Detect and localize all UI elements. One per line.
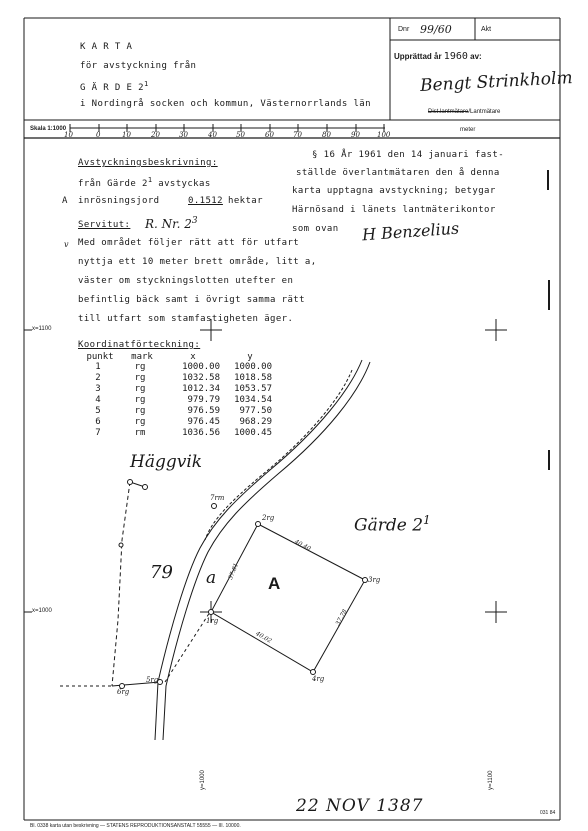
scale-tick-label: 30 bbox=[179, 131, 188, 139]
point-label: 5rg bbox=[146, 676, 159, 684]
print-footer: Bl. 0338 karta utan beskrivning — STATENS REPRODUKTIONSANSTALT 55555 — III. 10000. bbox=[30, 823, 241, 829]
parcel-type: inrösningsjord bbox=[78, 196, 160, 206]
grid-coordinate-label: y=1100 bbox=[488, 770, 494, 790]
column-header: x bbox=[190, 352, 196, 362]
table-row: 1 rg 1000.00 1000.00 bbox=[95, 362, 272, 372]
coordinate-heading: Koordinatförteckning: bbox=[78, 340, 201, 350]
servitut-line: nyttja ett 10 meter brett område, litt a, bbox=[78, 257, 317, 267]
boundary-marker bbox=[119, 543, 123, 547]
parish-line: i Nordingrå socken och kommun, Västernorrlands län bbox=[80, 99, 371, 109]
boundary-markers bbox=[119, 480, 368, 689]
boundary-marker bbox=[209, 610, 214, 615]
table-row: 7 rm 1036.56 1000.45 bbox=[95, 428, 272, 438]
scale-tick-label: 10 bbox=[64, 131, 73, 139]
servitut-line: till utfart som stamfastigheten äger. bbox=[78, 314, 294, 324]
map-title: K A R T A bbox=[80, 42, 133, 52]
parcel-a-boundary bbox=[211, 524, 365, 672]
servitut-line: befintlig bäck samt i övrigt samma rätt bbox=[78, 295, 305, 305]
akt-label: Akt bbox=[481, 26, 492, 33]
margin-check-mark: v bbox=[64, 240, 69, 249]
servitut-line: väster om styckningslotten utefter en bbox=[78, 276, 294, 286]
upprattad-line: Upprättad år 1960 av: bbox=[394, 51, 482, 62]
property-title: G Ä R D E $2^1$ bbox=[80, 80, 149, 93]
scale-tick-label: 70 bbox=[293, 131, 302, 139]
table-row: 6 rg 976.45 968.29 bbox=[95, 417, 272, 427]
scale-tick-label: 50 bbox=[236, 131, 245, 139]
approval-line: som ovan bbox=[292, 224, 339, 234]
approval-line: karta upptagna avstyckning; betygar bbox=[292, 186, 496, 196]
scale-tick-label: 60 bbox=[265, 131, 274, 139]
grid-cross bbox=[200, 319, 222, 341]
approval-line: § 16 År 1961 den 14 januari fast- bbox=[312, 150, 505, 160]
dimension-label: 37.81 bbox=[227, 562, 241, 581]
table-row: 5 rg 976.59 977.50 bbox=[95, 406, 272, 416]
column-header: mark bbox=[131, 352, 153, 362]
parcel-label: A bbox=[268, 574, 281, 593]
servitut-heading: Servitut: bbox=[78, 220, 131, 230]
point-label: 6rg bbox=[117, 688, 130, 696]
scale-unit: meter bbox=[460, 127, 476, 133]
boundary-marker bbox=[143, 485, 148, 490]
column-header: punkt bbox=[86, 352, 114, 362]
boundary-marker bbox=[212, 504, 217, 509]
registration-stamp: 22 NOV 1387 bbox=[296, 796, 424, 816]
point-label: 3rg bbox=[368, 576, 381, 584]
map-subtitle: för avstyckning från bbox=[80, 61, 197, 71]
point-label: 7rm bbox=[210, 494, 225, 502]
boundary-marker bbox=[363, 578, 368, 583]
scale-label: Skala 1:1000 bbox=[30, 126, 67, 132]
surveyor-role: Dist.lantmätare/Lantmätare bbox=[428, 109, 501, 115]
parcel-area-unit: hektar bbox=[228, 196, 263, 206]
parcel-letter: A bbox=[62, 196, 68, 206]
dimension-label: 40.40 bbox=[293, 538, 312, 553]
servitut-line: Med området följer rätt att för utfart bbox=[78, 238, 300, 248]
boundary-marker bbox=[311, 670, 316, 675]
scale-tick-label: 80 bbox=[322, 131, 331, 139]
table-row: 4 rg 979.79 1034.54 bbox=[95, 395, 272, 405]
road-line bbox=[155, 360, 370, 740]
place-name: Häggvik bbox=[130, 452, 203, 472]
grid-coordinate-label: y=1000 bbox=[200, 770, 206, 790]
scale-tick-label: 100 bbox=[377, 131, 391, 139]
point-label: 1rg bbox=[206, 617, 219, 625]
grid-coordinate-label: x=1100 bbox=[32, 326, 52, 332]
point-label: 2rg bbox=[262, 514, 275, 522]
dashed-boundary bbox=[60, 482, 210, 686]
column-header: y bbox=[247, 352, 253, 362]
scale-tick-label: 40 bbox=[208, 131, 217, 139]
parcel-area: 0.1512 bbox=[188, 196, 223, 206]
servitut-ref: R. Nr. $2^3$ bbox=[145, 216, 198, 231]
approval-line: Härnösand i länets lantmäterikontor bbox=[292, 205, 496, 215]
approval-signature: H Benzelius bbox=[361, 218, 460, 245]
dnr-value: 99/60 bbox=[420, 23, 452, 36]
boundary-marker bbox=[128, 480, 133, 485]
easement-area-label: a bbox=[206, 568, 217, 588]
avstyckning-source: från Gärde $2^1$ avstyckas bbox=[78, 176, 211, 189]
property-label: Gärde $2^1$ bbox=[354, 513, 431, 536]
scale-tick-label: 90 bbox=[351, 131, 360, 139]
dimension-label: 40.02 bbox=[254, 630, 273, 645]
corner-code: 031 84 bbox=[540, 810, 556, 816]
dnr-label: Dnr bbox=[398, 26, 410, 33]
scale-tick-label: 20 bbox=[151, 131, 160, 139]
boundary-marker bbox=[256, 522, 261, 527]
grid-coordinate-label: x=1000 bbox=[32, 608, 52, 614]
dimension-label: 37.78 bbox=[334, 608, 349, 627]
approval-line: ställde överlantmätaren den å denna bbox=[296, 168, 500, 178]
table-row: 3 rg 1012.34 1053.57 bbox=[95, 384, 272, 394]
scale-tick-label: 0 bbox=[96, 131, 101, 139]
surveyor-signature: Bengt Strinkholm bbox=[419, 68, 574, 96]
scale-tick-label: 10 bbox=[122, 131, 131, 139]
point-label: 4rg bbox=[312, 675, 325, 683]
table-row: 2 rg 1032.58 1018.58 bbox=[95, 373, 272, 383]
grid-crosses bbox=[24, 319, 507, 623]
avstyckning-heading: Avstyckningsbeskrivning: bbox=[78, 158, 218, 168]
grid-cross bbox=[485, 319, 507, 341]
road-number: 79 bbox=[150, 562, 173, 583]
grid-cross bbox=[485, 601, 507, 623]
